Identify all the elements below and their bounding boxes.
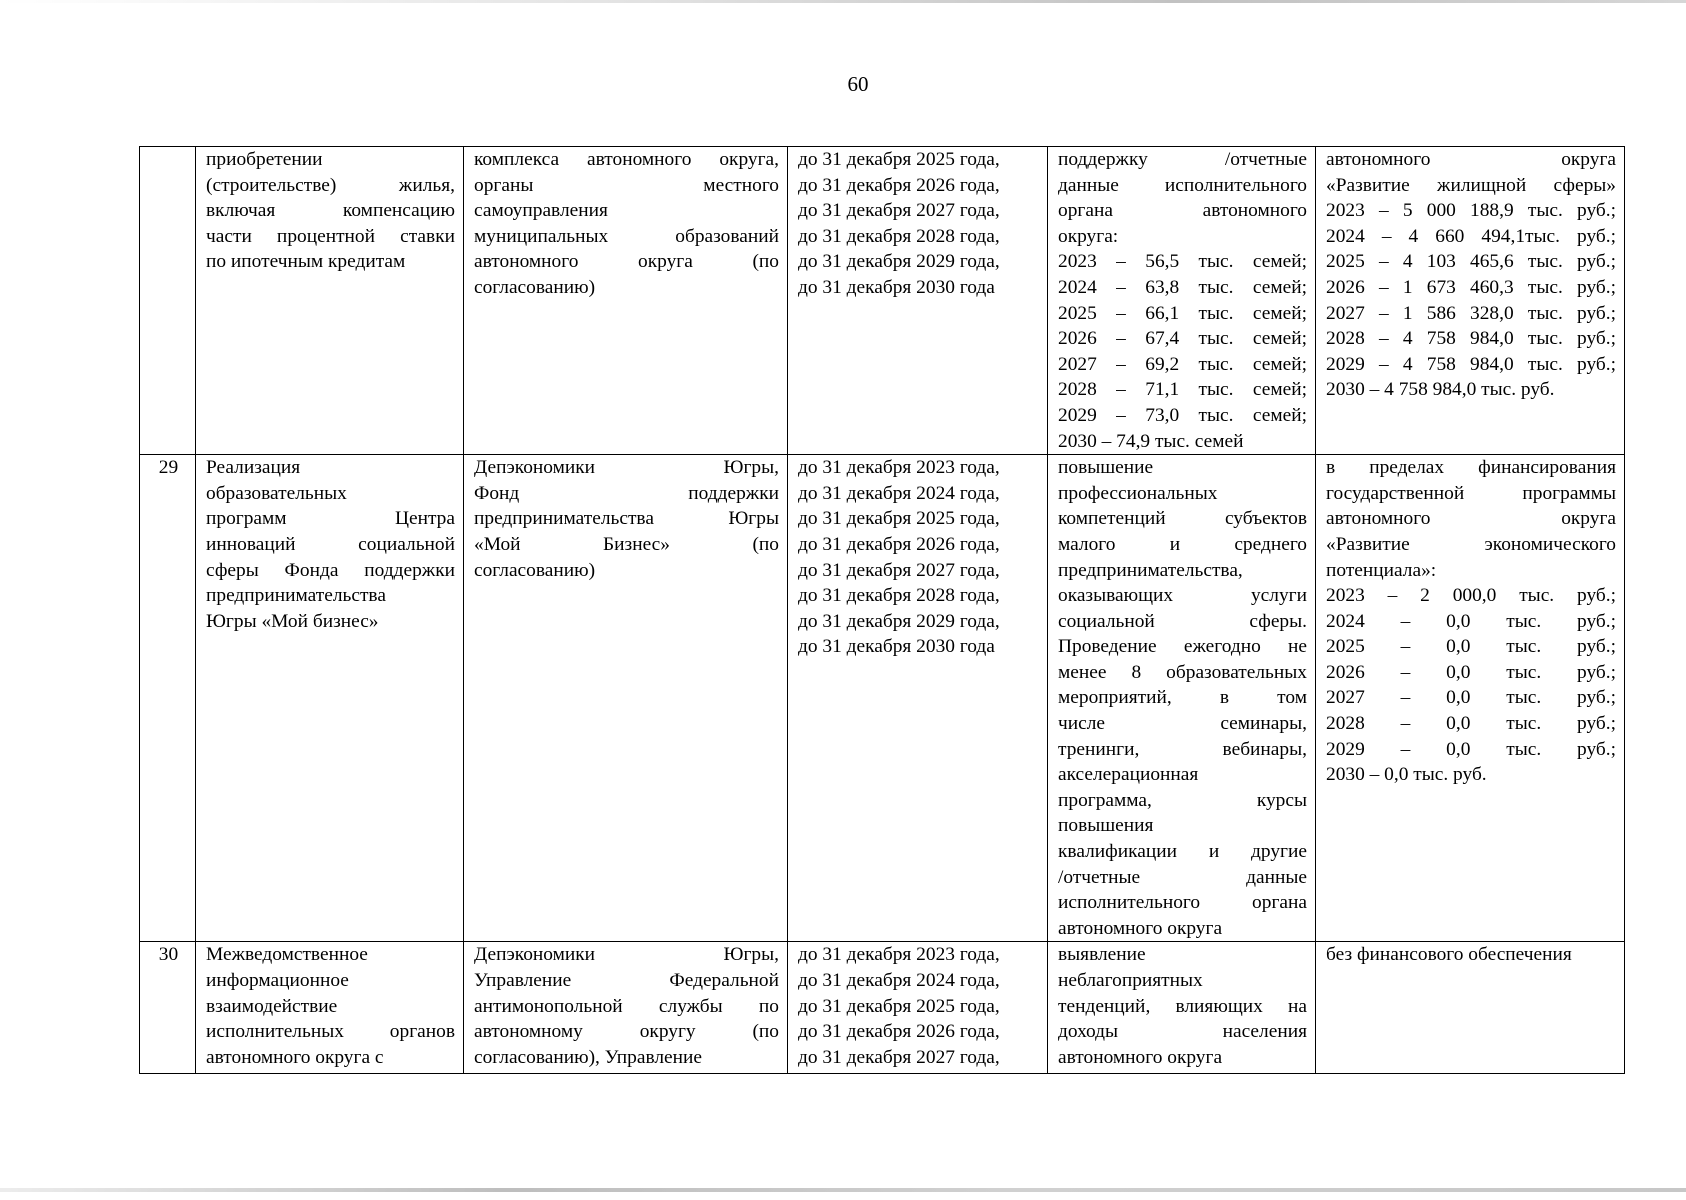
cell-text-line: 2023 – 5 000 188,9 тыс. руб.; — [1326, 200, 1616, 222]
cell-text-line: до 31 декабря 2030 года — [798, 276, 995, 298]
deadline-cell — [788, 455, 1048, 942]
result-cell — [1048, 147, 1316, 455]
cell-text-line: до 31 декабря 2026 года, — [798, 533, 1000, 555]
scan-edge-bottom — [0, 1188, 1686, 1192]
cell-text-line: малого и среднего — [1058, 533, 1307, 555]
cell-text-line: автономного округа (по — [474, 251, 779, 273]
cell-text-line: 2024 – 63,8 тыс. семей; — [1058, 276, 1307, 298]
cell-text-line: предпринимательства Югры — [474, 508, 779, 530]
cell-text-line: до 31 декабря 2023 года, — [798, 457, 1000, 479]
page-number: 60 — [847, 72, 869, 96]
executors-cell — [464, 147, 788, 455]
result-cell — [1048, 942, 1316, 1074]
finance-cell — [1316, 455, 1625, 942]
cell-text-line: числе семинары, — [1058, 713, 1307, 735]
cell-text-line: антимонопольной службы по — [474, 995, 779, 1017]
scan-edge-top — [0, 0, 1686, 3]
cell-text-line: программ Центра — [206, 508, 455, 530]
cell-text-line: неблагоприятных — [1058, 970, 1203, 991]
cell-text-line: 2023 – 2 000,0 тыс. руб.; — [1326, 585, 1616, 607]
cell-text-line: тенденций, влияющих на — [1058, 995, 1307, 1017]
cell-text-line: автономного округа — [1326, 149, 1616, 170]
cell-text-line: до 31 декабря 2025 года, — [798, 149, 1000, 170]
finance-cell — [1316, 147, 1625, 455]
measure-name-cell — [196, 455, 464, 942]
cell-text-line: предпринимательства — [206, 585, 386, 607]
cell-text-line: согласованию) — [474, 559, 596, 581]
cell-text-line: до 31 декабря 2024 года, — [798, 970, 1000, 991]
cell-text-line: части процентной ставки — [206, 225, 455, 247]
cell-text-line: «Развитие жилищной сферы» — [1326, 174, 1616, 196]
cell-text-line: доходы населения — [1058, 1021, 1307, 1043]
cell-text-line: 2030 – 74,9 тыс. семей — [1058, 430, 1244, 452]
cell-text-line: 2027 – 1 586 328,0 тыс. руб.; — [1326, 302, 1616, 324]
cell-text-line: повышения — [1058, 815, 1154, 837]
cell-text-line: социальной сферы. — [1058, 610, 1307, 632]
measures-table — [139, 146, 1625, 1074]
result-cell — [1048, 455, 1316, 942]
cell-text-line: информационное — [206, 970, 349, 991]
cell-text-line: Фонд поддержки — [474, 482, 779, 504]
cell-text-line: до 31 декабря 2029 года, — [798, 610, 1000, 632]
cell-text-line: 2026 – 1 673 460,3 тыс. руб.; — [1326, 276, 1616, 298]
cell-text-line: до 31 декабря 2025 года, — [798, 508, 1000, 530]
cell-text-line: Депэкономики Югры, — [474, 944, 779, 966]
cell-text-line: 2026 – 67,4 тыс. семей; — [1058, 328, 1307, 350]
measure-name-cell — [196, 147, 464, 455]
cell-text-line: (строительстве) жилья, — [206, 174, 455, 196]
cell-text-line: 2030 – 0,0 тыс. руб. — [1326, 764, 1487, 786]
cell-text-line: данные исполнительного — [1058, 174, 1307, 196]
cell-text-line: предпринимательства, — [1058, 559, 1243, 581]
cell-text-line: 2028 – 4 758 984,0 тыс. руб.; — [1326, 328, 1616, 350]
cell-text-line: государственной программы — [1326, 482, 1616, 504]
cell-text-line: поддержку /отчетные — [1058, 149, 1307, 170]
table-row — [140, 147, 1625, 455]
row-number: 30 — [140, 942, 196, 1074]
cell-text-line: мероприятий, в том — [1058, 687, 1307, 709]
cell-text-line: до 31 декабря 2028 года, — [798, 585, 1000, 607]
cell-text-line: до 31 декабря 2026 года, — [798, 174, 1000, 196]
cell-text-line: «Развитие экономического — [1326, 533, 1616, 555]
cell-text-line: повышение — [1058, 457, 1154, 479]
cell-text-line: округа: — [1058, 225, 1119, 247]
cell-text-line: до 31 декабря 2026 года, — [798, 1021, 1000, 1043]
cell-text-line: включая компенсацию — [206, 200, 455, 222]
cell-text-line: до 31 декабря 2027 года, — [798, 559, 1000, 581]
table-row — [140, 942, 1625, 1074]
cell-text-line: 2023 – 56,5 тыс. семей; — [1058, 251, 1307, 273]
cell-text-line: менее 8 образовательных — [1058, 661, 1307, 683]
cell-text-line: по ипотечным кредитам — [206, 251, 406, 273]
cell-text-line: «Мой Бизнес» (по — [474, 533, 779, 555]
cell-text-line: в пределах финансирования — [1326, 457, 1616, 479]
cell-text-line: 2029 – 4 758 984,0 тыс. руб.; — [1326, 353, 1616, 375]
cell-text-line: оказывающих услуги — [1058, 585, 1307, 607]
cell-text-line: автономного округа — [1058, 1046, 1223, 1068]
cell-text-line: до 31 декабря 2027 года, — [798, 200, 1000, 222]
row-number: 29 — [140, 455, 196, 942]
cell-text-line: автономного округа с — [206, 1046, 384, 1068]
cell-text-line: до 31 декабря 2028 года, — [798, 225, 1000, 247]
cell-text-line: выявление — [1058, 944, 1146, 966]
cell-text-line: комплекса автономного округа, — [474, 149, 779, 170]
cell-text-line: /отчетные данные — [1058, 866, 1307, 888]
cell-text-line: образовательных — [206, 482, 347, 504]
cell-text-line: согласованию) — [474, 276, 596, 298]
cell-text-line: до 31 декабря 2029 года, — [798, 251, 1000, 273]
cell-text-line: 2030 – 4 758 984,0 тыс. руб. — [1326, 379, 1555, 401]
cell-text-line: Югры «Мой бизнес» — [206, 610, 379, 632]
measure-name-cell — [196, 942, 464, 1074]
cell-text-line: сферы Фонда поддержки — [206, 559, 455, 581]
cell-text-line: 2025 – 4 103 465,6 тыс. руб.; — [1326, 251, 1616, 273]
cell-text-line: 2027 – 0,0 тыс. руб.; — [1326, 687, 1616, 709]
cell-text-line: Реализация — [206, 457, 301, 479]
deadline-cell — [788, 942, 1048, 1074]
finance-cell — [1316, 942, 1625, 1074]
cell-text-line: тренинги, вебинары, — [1058, 738, 1307, 760]
cell-text-line: 2029 – 73,0 тыс. семей; — [1058, 404, 1307, 426]
cell-text-line: автономного округа — [1058, 917, 1223, 939]
cell-text-line: акселерационная — [1058, 764, 1199, 786]
cell-text-line: взаимодействие — [206, 995, 338, 1017]
cell-text-line: 2028 – 0,0 тыс. руб.; — [1326, 713, 1616, 735]
cell-text-line: самоуправления — [474, 200, 608, 222]
executors-cell — [464, 942, 788, 1074]
cell-text-line: Управление Федеральной — [474, 970, 779, 991]
cell-text-line: профессиональных — [1058, 482, 1218, 504]
cell-text-line: Депэкономики Югры, — [474, 457, 779, 479]
cell-text-line: до 31 декабря 2030 года — [798, 636, 995, 658]
cell-text-line: 2026 – 0,0 тыс. руб.; — [1326, 661, 1616, 683]
cell-text-line: муниципальных образований — [474, 225, 779, 247]
cell-text-line: 2027 – 69,2 тыс. семей; — [1058, 353, 1307, 375]
deadline-cell — [788, 147, 1048, 455]
cell-text-line: Межведомственное — [206, 944, 368, 966]
cell-text-line: 2025 – 0,0 тыс. руб.; — [1326, 636, 1616, 658]
cell-text-line: Проведение ежегодно не — [1058, 636, 1307, 658]
cell-text-line: инноваций социальной — [206, 533, 455, 555]
measures-table-body — [140, 147, 1625, 1074]
cell-text-line: до 31 декабря 2024 года, — [798, 482, 1000, 504]
cell-text-line: программа, курсы — [1058, 789, 1307, 811]
cell-text-line: 2024 – 4 660 494,1тыс. руб.; — [1326, 225, 1616, 247]
cell-text-line: до 31 декабря 2025 года, — [798, 995, 1000, 1017]
cell-text-line: согласованию), Управление — [474, 1046, 702, 1068]
cell-text-line: 2025 – 66,1 тыс. семей; — [1058, 302, 1307, 324]
cell-text-line: автономного округа — [1326, 508, 1616, 530]
cell-text-line: до 31 декабря 2023 года, — [798, 944, 1000, 966]
cell-text-line: органы местного — [474, 174, 779, 196]
cell-text-line: исполнительного органа — [1058, 892, 1307, 914]
cell-text-line: 2029 – 0,0 тыс. руб.; — [1326, 738, 1616, 760]
cell-text-line: органа автономного — [1058, 200, 1307, 222]
cell-text-line: до 31 декабря 2027 года, — [798, 1046, 1000, 1068]
cell-text-line: приобретении — [206, 149, 323, 170]
executors-cell — [464, 455, 788, 942]
cell-text-line: исполнительных органов — [206, 1021, 455, 1043]
cell-text-line: без финансового обеспечения — [1326, 944, 1572, 966]
row-number — [140, 147, 196, 455]
cell-text-line: квалификации и другие — [1058, 841, 1307, 863]
cell-text-line: компетенций субъектов — [1058, 508, 1307, 530]
cell-text-line: 2028 – 71,1 тыс. семей; — [1058, 379, 1307, 401]
cell-text-line: 2024 – 0,0 тыс. руб.; — [1326, 610, 1616, 632]
cell-text-line: потенциала»: — [1326, 559, 1437, 581]
cell-text-line: автономному округу (по — [474, 1021, 779, 1043]
table-row — [140, 455, 1625, 942]
